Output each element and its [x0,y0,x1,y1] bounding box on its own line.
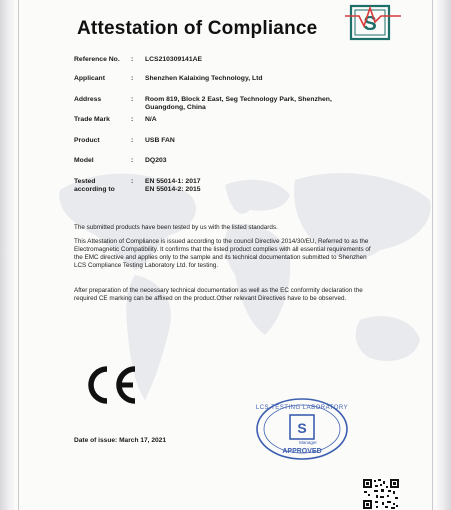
qr-code-icon [362,478,400,510]
svg-text:APPROVED: APPROVED [282,448,322,455]
certificate-title: Attestation of Compliance [77,18,318,39]
date-of-issue: Date of issue: March 17, 2021 [74,437,166,444]
address-line-2: Guangdong, China [145,104,206,112]
left-border [0,0,14,510]
certificate-page: Attestation of Compliance S Reference No. : LCS210309141AE Applicant : Shenzhen Kalaixing Technology, Ltd Address : Room 819, Block 2 East, Seg Technology Park, Shenzhen, Guangdong, China Trade Mark : N/A Product : USB FAN Model : DQ203 Tested according to : EN 55014-1: 2017 EN 55014-2: 2015 The submitted products have been tested by us with the listed standards. This Attestation of Compliance is issued according to the council Directive 2014/30/EU, Referred to as the Electromagnetic Compatibility. It confirms that the listed product complies with all essential requirements of the EMC directive and applies only to the sample and its technical documentation submitted to Shenzhen LCS Compliance Testing Laboratory Ltd. for testing. After preparation of the necessary technical documentation as well as the EC conformity declaration the required CE marking can be affixed on the product.Other relevant Directives have to be observed. Date of issue: March 17, 2021 S LCS TESTING LABORATORY APPROVED Manager [0,0,451,510]
paragraph-tested: The submitted products have been tested by us with the listed standards. [74,224,278,231]
svg-text:S: S [297,420,307,436]
left-rule [18,0,19,510]
approved-stamp-icon [254,396,350,462]
svg-text:S: S [363,13,377,35]
paragraph-directive: This Attestation of Compliance is issued according to the council Directive 2014/30/EU, Referred to as the Electromagnetic Compatibility. It confirms that the listed product complies with all essential requirements of the EMC directive and applies only to the sample and its technical documentation submitted to Shenzhen LCS Compliance Testing Laboratory Ltd. for testing. [74,238,371,270]
address-line-1: Room 819, Block 2 East, Seg Technology Park, Shenzhen, [145,96,332,103]
svg-text:Manager: Manager [299,440,317,445]
lcs-logo-icon [345,2,401,42]
svg-text:LCS TESTING LABORATORY: LCS TESTING LABORATORY [255,405,349,411]
paragraph-ce-marking: After preparation of the necessary technical documentation as well as the EC conformity declaration the required CE marking can be affixed on the product.Other relevant Directives have to be observed. [74,287,363,303]
standard-1: EN 55014-1: 2017 [145,178,201,185]
standard-2: EN 55014-2: 2015 [145,186,201,194]
ce-mark-icon [83,365,143,405]
